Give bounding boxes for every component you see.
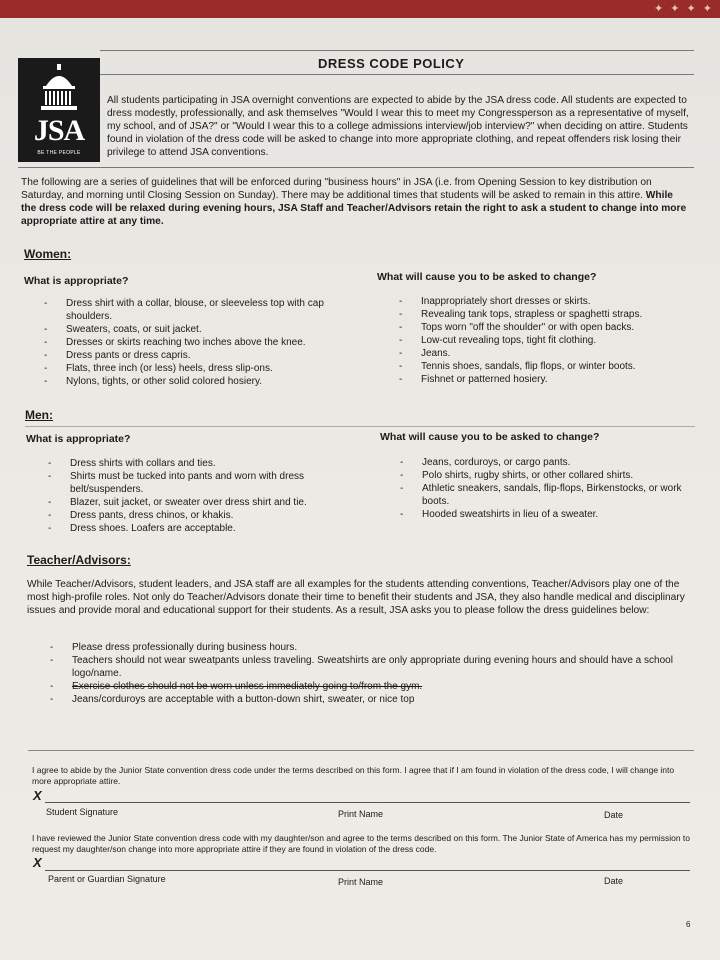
parent-date-label: Date	[604, 876, 624, 886]
student-signature-line[interactable]	[45, 802, 690, 803]
capitol-dome-icon	[36, 64, 82, 114]
teacher-guidelines-list	[50, 641, 690, 706]
women-appropriate-list	[44, 297, 344, 388]
divider	[25, 426, 695, 427]
parent-agreement-text: I have reviewed the Junior State convention dress code with my daughter/son and agree to the terms described on this form. The Junior State of America has my permission to request my daughter/son change into more appropriate attire if they are found in violation of the dress code.	[32, 833, 690, 854]
divider	[100, 74, 694, 75]
list-item: - Dress shirt with a collar, blouse, or sleeveless top with cap shoulders.	[44, 297, 344, 323]
women-heading: Women:	[24, 247, 72, 261]
list-item: - Sweaters, coats, or suit jacket.	[44, 323, 344, 336]
divider	[100, 50, 694, 51]
guidelines-text: The following are a series of guidelines that will be enforced during "business hours" in JSA (i.e. from Opening Session to key distribution on Saturday, and morning until Closing Session on Sunday). There may be additional times that students will be asked to remain in this attire.	[21, 177, 652, 201]
women-change-list	[399, 295, 699, 386]
parent-print-name-label: Print Name	[338, 877, 384, 887]
list-item: - Exercise clothes should not be worn unless immediately going to/from the gym.	[50, 680, 690, 693]
student-agreement-text: I agree to abide by the Junior State convention dress code under the terms described on this form. I agree that if I am found in violation of the dress code, I will change into more appropriate attire.	[32, 765, 675, 786]
logo-tagline: BE THE PEOPLE	[37, 150, 81, 156]
guidelines-bold-text: While the dress code will be relaxed during evening hours, JSA Staff and Teacher/Advisors retain the right to ask a student to change into more appropriate attire at any time.	[21, 190, 687, 227]
women-change-heading: What will cause you to be asked to change?	[377, 271, 597, 283]
background-strip	[0, 0, 720, 18]
student-signature-label: Student Signature	[46, 807, 119, 817]
list-item: - Jeans, corduroys, or cargo pants.	[400, 456, 700, 469]
list-item: - Inappropriately short dresses or skirts.	[399, 295, 699, 308]
intro-paragraph: All students participating in JSA overnight conventions are expected to abide by the JSA dress code. All students are expected to dress modestly, professionally, and ask themselves "Would I wear this to meet my Congressperson as a representative of myself, my school, and of JSA?" or "Would I wear this to a college admissions interview/job interview?" when deciding on attire. Students found in violation of the dress code will be asked to change into more appropriate clothing, and repeat offenders risk losing their privilege to attend JSA conventions.	[107, 95, 689, 158]
list-item: - Athletic sneakers, sandals, flip-flops, Birkenstocks, or work boots.	[400, 482, 700, 508]
divider	[28, 750, 694, 751]
page-title: DRESS CODE POLICY	[318, 56, 465, 71]
list-item: - Low-cut revealing tops, tight fit clothing.	[399, 334, 699, 347]
list-item: - Fishnet or patterned hosiery.	[399, 373, 699, 386]
list-item: - Dress pants or dress capris.	[44, 349, 344, 362]
list-item: - Hooded sweatshirts in lieu of a sweater.	[400, 508, 700, 521]
list-item: - Nylons, tights, or other solid colored hosiery.	[44, 375, 344, 388]
list-item: - Dress pants, dress chinos, or khakis.	[48, 509, 348, 522]
list-item: - Teachers should not wear sweatpants unless traveling. Sweatshirts are only appropriate during evening hours and should have a school logo/name.	[50, 654, 690, 680]
teacher-advisors-heading: Teacher/Advisors:	[27, 553, 131, 567]
parent-signature-line[interactable]	[45, 870, 690, 871]
men-change-list	[400, 456, 700, 521]
page-number: 6	[686, 920, 691, 929]
list-item: - Please dress professionally during business hours.	[50, 641, 690, 654]
list-item: - Tops worn "off the shoulder" or with open backs.	[399, 321, 699, 334]
list-item: - Dresses or skirts reaching two inches above the knee.	[44, 336, 344, 349]
men-change-heading: What will cause you to be asked to change?	[380, 431, 600, 443]
logo-letters: JSA	[33, 114, 85, 147]
student-print-name-label: Print Name	[338, 809, 384, 819]
decorative-pattern: ✦ ✦ ✦ ✦	[653, 3, 714, 15]
list-item: - Dress shoes. Loafers are acceptable.	[48, 522, 348, 535]
list-item: - Blazer, suit jacket, or sweater over dress shirt and tie.	[48, 496, 348, 509]
student-date-label: Date	[604, 810, 624, 820]
list-item: - Jeans.	[399, 347, 699, 360]
men-appropriate-list	[48, 457, 348, 535]
list-item: - Flats, three inch (or less) heels, dress slip-ons.	[44, 362, 344, 375]
teacher-advisors-paragraph: While Teacher/Advisors, student leaders, and JSA staff are all examples for the students attending conventions, Teacher/Advisors play one of the most high-profile roles. Not only do Teacher/Advisors donate their time to benefit their students and JSA, they also handle medical and disciplinary issues and provide moral and educational support for their students. As a result, JSA asks you to please follow the dress guidelines below:	[27, 579, 685, 616]
men-appropriate-heading: What is appropriate?	[26, 433, 131, 445]
jsa-logo	[18, 58, 100, 162]
list-item: - Dress shirts with collars and ties.	[48, 457, 348, 470]
women-appropriate-heading: What is appropriate?	[24, 275, 129, 287]
list-item: - Polo shirts, rugby shirts, or other collared shirts.	[400, 469, 700, 482]
parent-signature-label: Parent or Guardian Signature	[48, 874, 166, 884]
parent-signature-x: X	[33, 855, 42, 870]
student-signature-x: X	[33, 788, 42, 803]
list-item: - Jeans/corduroys are acceptable with a button-down shirt, sweater, or nice top	[50, 693, 690, 706]
list-item: - Shirts must be tucked into pants and worn with dress belt/suspenders.	[48, 470, 348, 496]
divider	[18, 167, 694, 168]
list-item: - Revealing tank tops, strapless or spaghetti straps.	[399, 308, 699, 321]
list-item: - Tennis shoes, sandals, flip flops, or winter boots.	[399, 360, 699, 373]
men-heading: Men:	[25, 408, 53, 422]
guidelines-paragraph	[21, 176, 691, 228]
